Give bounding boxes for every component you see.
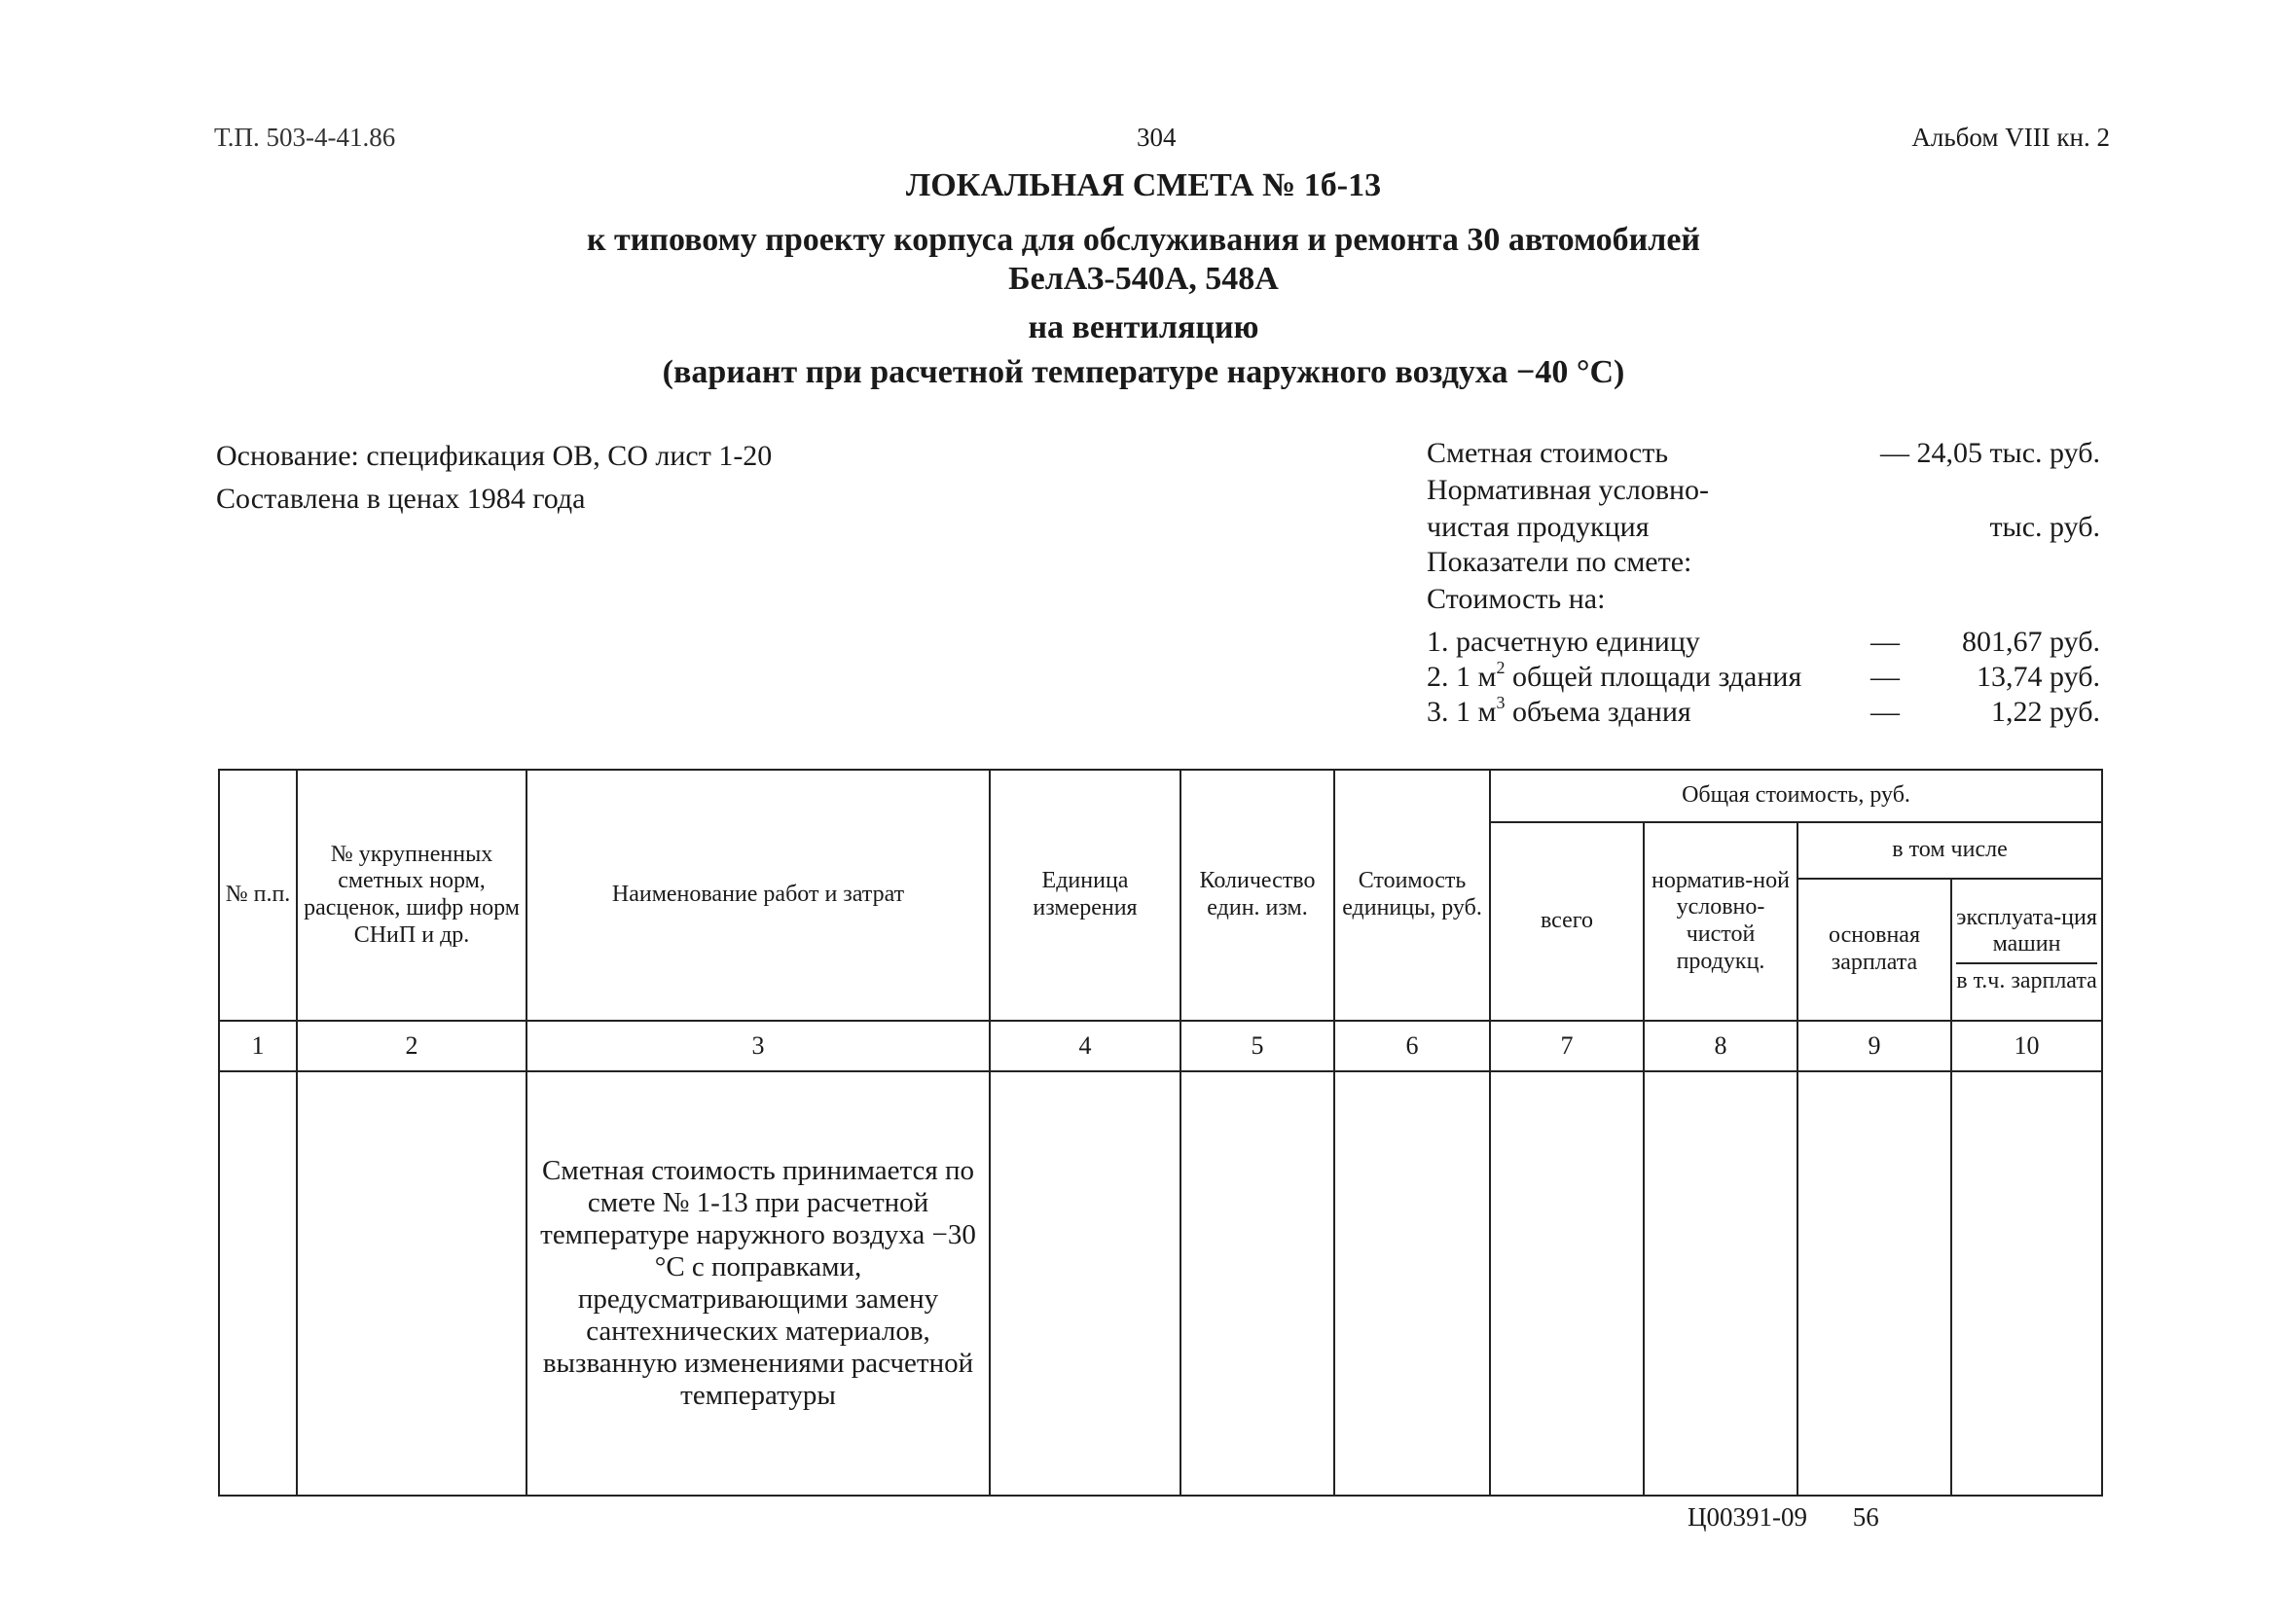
indicator-row-1 [1427, 625, 2100, 660]
col-header-unit: Единица измерения [990, 770, 1180, 1021]
normative-label-1: Нормативная условно- [1427, 474, 1710, 506]
col-header-quantity: Количество един. изм. [1180, 770, 1334, 1021]
column-number: 10 [1951, 1021, 2102, 1071]
estimated-cost-label: Сметная стоимость [1427, 437, 1669, 469]
indicator-value: 801,67 руб. [1962, 626, 2100, 658]
col-header-wages: основная зарплата [1797, 879, 1951, 1021]
price-year: Составлена в ценах 1984 года [216, 483, 586, 515]
cell-wages [1797, 1071, 1951, 1496]
col-header-machines-bottom: в т.ч. зарплата [1956, 967, 2097, 993]
column-number: 6 [1334, 1021, 1490, 1071]
column-number: 5 [1180, 1021, 1334, 1071]
indicator-dash: — [1870, 696, 1900, 728]
column-number: 1 [219, 1021, 297, 1071]
work-scope: на вентиляцию [1028, 309, 1259, 345]
indicators-label: Показатели по смете: [1427, 546, 1692, 578]
indicator-dash: — [1870, 661, 1900, 693]
cell-unit-cost [1334, 1071, 1490, 1496]
indicator-label: 2. 1 $м^2$ общей площади здания [1427, 658, 1802, 693]
col-header-code: № укрупненных сметных норм, расценок, шифр норм СНиП и др. [297, 770, 526, 1021]
cell-quantity [1180, 1071, 1334, 1496]
indicator-row-2 [1427, 660, 2100, 695]
page-number: 304 [1137, 123, 1177, 152]
column-number: 9 [1797, 1021, 1951, 1071]
col-header-machines [1951, 879, 2102, 1021]
indicator-dash: — [1870, 626, 1900, 658]
estimate-table [218, 769, 2103, 1497]
table-row [219, 1071, 2102, 1496]
indicators-row [1427, 545, 2100, 582]
temperature-variant: (вариант при расчетной температуре наружного воздуха −40 °С) [662, 354, 1625, 390]
cell-normative [1644, 1071, 1797, 1496]
col-header-num: № п.п. [219, 770, 297, 1021]
footer [1688, 1502, 1879, 1533]
cost-on-label: Стоимость на: [1427, 583, 1606, 615]
indicator-value: 1,22 руб. [1991, 696, 2100, 728]
cell-num [219, 1071, 297, 1496]
normative-label-2: чистая продукция [1427, 511, 1650, 543]
cell-machines [1951, 1071, 2102, 1496]
basis-spec: Основание: спецификация ОВ, СО лист 1-20 [216, 440, 773, 472]
normative-value: тыс. руб. [1989, 511, 2100, 543]
cost-on-row [1427, 582, 2100, 625]
col-header-total: всего [1490, 822, 1644, 1021]
cell-description: Сметная стоимость принимается по смете № 1-13 при расчетной температуре наружного воздуха −30 °С с поправками, предусматривающими замену сантехнических материалов, вызванную изменениями расчетной температуры [526, 1071, 990, 1496]
col-header-machines-top: эксплуата-ция машин [1956, 905, 2097, 964]
column-number: 8 [1644, 1021, 1797, 1071]
column-number: 7 [1490, 1021, 1644, 1071]
indicator-label: 1. расчетную единицу [1427, 626, 1700, 658]
document-code: Т.П. 503-4-41.86 [214, 123, 396, 152]
cell-total [1490, 1071, 1644, 1496]
indicator-row-3 [1427, 695, 2100, 730]
vehicle-models: БелАЗ-540А, 548А [1008, 261, 1279, 297]
footer-code: Ц00391-09 [1688, 1502, 1807, 1532]
project-subtitle: к типовому проекту корпуса для обслуживания и ремонта 30 автомобилей [586, 222, 1701, 258]
col-header-normative: норматив-ной условно-чистой продукц. [1644, 822, 1797, 1021]
estimated-cost-value: — 24,05 тыс. руб. [1879, 437, 2100, 469]
col-header-description: Наименование работ и затрат [526, 770, 990, 1021]
header-row [219, 770, 2102, 822]
column-number: 4 [990, 1021, 1180, 1071]
normative-row [1427, 473, 2100, 545]
column-number: 2 [297, 1021, 526, 1071]
cell-unit [990, 1071, 1180, 1496]
col-header-unit-cost: Стоимость единицы, руб. [1334, 770, 1490, 1021]
estimated-cost-row [1427, 436, 2100, 473]
cost-summary [1427, 436, 2100, 730]
cell-code [297, 1071, 526, 1496]
col-header-including-group: в том числе [1797, 822, 2102, 879]
album-reference: Альбом VIII кн. 2 [1911, 123, 2110, 152]
estimate-title: ЛОКАЛЬНАЯ СМЕТА № 1б-13 [905, 167, 1382, 203]
column-numbers-row [219, 1021, 2102, 1071]
indicator-label: 3. 1 $м^3$ объема здания [1427, 693, 1691, 728]
col-header-total-cost-group: Общая стоимость, руб. [1490, 770, 2102, 822]
column-number: 3 [526, 1021, 990, 1071]
footer-sheet: 56 [1852, 1502, 1879, 1532]
indicator-value: 13,74 руб. [1977, 661, 2100, 693]
